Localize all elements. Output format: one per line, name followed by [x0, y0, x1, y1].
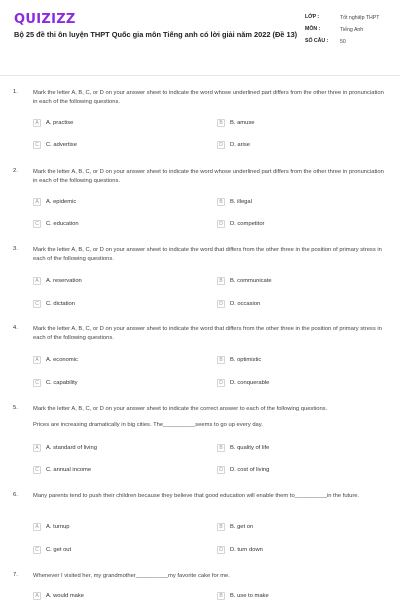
option-b[interactable] — [217, 198, 252, 206]
meta-value: Tốt nghiệp THPT — [340, 15, 380, 21]
option-b[interactable] — [217, 444, 269, 452]
option-badge: A — [33, 198, 41, 206]
meta-info — [305, 14, 397, 50]
question-number: 4. — [13, 325, 18, 331]
option-text: C. get out — [46, 547, 72, 553]
meta-row-count — [305, 38, 397, 46]
option-badge: A — [33, 523, 41, 531]
option-d[interactable] — [217, 141, 250, 149]
option-c[interactable] — [33, 141, 77, 149]
option-text: D. occasion — [230, 301, 261, 307]
option-a[interactable] — [33, 592, 84, 600]
option-b[interactable] — [217, 592, 269, 600]
option-text: A. would make — [46, 593, 85, 599]
option-badge: A — [33, 119, 41, 127]
option-text: D. competitor — [230, 221, 265, 227]
option-text: A. epidemic — [46, 199, 77, 205]
option-text: D. conquerable — [230, 380, 270, 386]
option-text: B. communicate — [230, 278, 272, 284]
option-text: D. arise — [230, 142, 250, 148]
question-number: 1. — [13, 89, 18, 95]
option-badge: A — [33, 277, 41, 285]
option-b[interactable] — [217, 119, 255, 127]
option-d[interactable] — [217, 379, 269, 387]
option-badge: C — [33, 220, 41, 228]
question-text: Mark the letter A, B, C, or D on your answer sheet to indicate the correct answer to each of the following questions. — [33, 406, 328, 412]
option-text: A. turnup — [46, 524, 70, 530]
option-d[interactable] — [217, 466, 269, 474]
option-badge: A — [33, 592, 41, 600]
option-d[interactable] — [217, 220, 264, 228]
option-text: A. practise — [46, 120, 74, 126]
option-badge: B — [217, 592, 225, 600]
question-number: 6. — [13, 492, 18, 498]
option-badge: D — [217, 546, 225, 554]
option-c[interactable] — [33, 220, 79, 228]
option-badge: C — [33, 379, 41, 387]
option-a[interactable] — [33, 444, 97, 452]
page-title: Bộ 25 đề thi ôn luyện THPT Quốc gia môn Tiếng anh có lời giải năm 2022 (Đề 13) — [14, 30, 298, 39]
question-number: 2. — [13, 168, 18, 174]
option-c[interactable] — [33, 546, 71, 554]
option-text: D. turn down — [230, 547, 263, 553]
option-badge: C — [33, 141, 41, 149]
option-badge: B — [217, 277, 225, 285]
option-a[interactable] — [33, 356, 78, 364]
page-header — [0, 0, 400, 76]
question-text: Mark the letter A, B, C, or D on your answer sheet to indicate the word that differs from the other three in the position of primary stress in each of the following questions. — [33, 326, 382, 342]
question-text: Mark the letter A, B, C, or D on your answer sheet to indicate the word that differs from the other three in the position of primary stress in each of the following questions. — [33, 247, 382, 263]
option-c[interactable] — [33, 300, 75, 308]
option-badge: D — [217, 466, 225, 474]
option-badge: C — [33, 546, 41, 554]
option-badge: B — [217, 356, 225, 364]
question-text: Many parents tend to push their children because they believe that good education will enable them to__________in the future. — [33, 493, 360, 499]
option-badge: D — [217, 141, 225, 149]
option-text: D. cost of living — [230, 467, 270, 473]
option-badge: C — [33, 300, 41, 308]
option-text: B. amuse — [230, 120, 255, 126]
option-b[interactable] — [217, 277, 272, 285]
question-number: 3. — [13, 246, 18, 252]
option-a[interactable] — [33, 523, 70, 531]
meta-label: MÔN : — [305, 26, 321, 32]
option-text: B. illegal — [230, 199, 252, 205]
option-b[interactable] — [217, 356, 261, 364]
option-text: C. annual income — [46, 467, 92, 473]
meta-value: Tiếng Anh — [340, 27, 364, 33]
quizizz-logo: QUIZIZZ — [14, 12, 76, 27]
option-badge: B — [217, 119, 225, 127]
option-text: A. reservation — [46, 278, 82, 284]
question-text: Whenever I visited her, my grandmother__________my favorite cake for me. — [33, 573, 230, 579]
option-text: C. education — [46, 221, 79, 227]
option-badge: D — [217, 379, 225, 387]
question-prompt: Prices are increasing dramatically in big cities. The__________seems to go up every day. — [33, 422, 263, 428]
option-a[interactable] — [33, 119, 73, 127]
option-badge: B — [217, 198, 225, 206]
option-text: B. optimistic — [230, 357, 262, 363]
meta-row-subject — [305, 26, 397, 34]
question-text: Mark the letter A, B, C, or D on your answer sheet to indicate the word whose underlined part differs from the other three in pronunciation in each of the following questions. — [33, 90, 384, 106]
option-text: B. quality of life — [230, 445, 270, 451]
option-c[interactable] — [33, 466, 91, 474]
option-badge: D — [217, 300, 225, 308]
option-a[interactable] — [33, 277, 82, 285]
option-d[interactable] — [217, 546, 263, 554]
option-text: A. standard of living — [46, 445, 97, 451]
question-number: 5. — [13, 405, 18, 411]
meta-row-class — [305, 14, 397, 22]
meta-label: SỐ CÂU : — [305, 38, 329, 44]
option-badge: C — [33, 466, 41, 474]
option-text: C. dictation — [46, 301, 75, 307]
option-c[interactable] — [33, 379, 78, 387]
option-a[interactable] — [33, 198, 76, 206]
meta-value: 50 — [340, 39, 346, 45]
option-text: B. use to make — [230, 593, 269, 599]
meta-label: LỚP : — [305, 14, 320, 20]
option-badge: A — [33, 356, 41, 364]
option-d[interactable] — [217, 300, 260, 308]
option-text: C. capability — [46, 380, 78, 386]
option-text: A. economic — [46, 357, 78, 363]
question-text: Mark the letter A, B, C, or D on your answer sheet to indicate the word whose underlined part differs from the other three in pronunciation in each of the following questions. — [33, 169, 384, 185]
question-number: 7. — [13, 572, 18, 578]
option-text: C. advertise — [46, 142, 77, 148]
option-badge: B — [217, 444, 225, 452]
option-text: B. get on — [230, 524, 254, 530]
option-b[interactable] — [217, 523, 253, 531]
option-badge: A — [33, 444, 41, 452]
option-badge: B — [217, 523, 225, 531]
option-badge: D — [217, 220, 225, 228]
